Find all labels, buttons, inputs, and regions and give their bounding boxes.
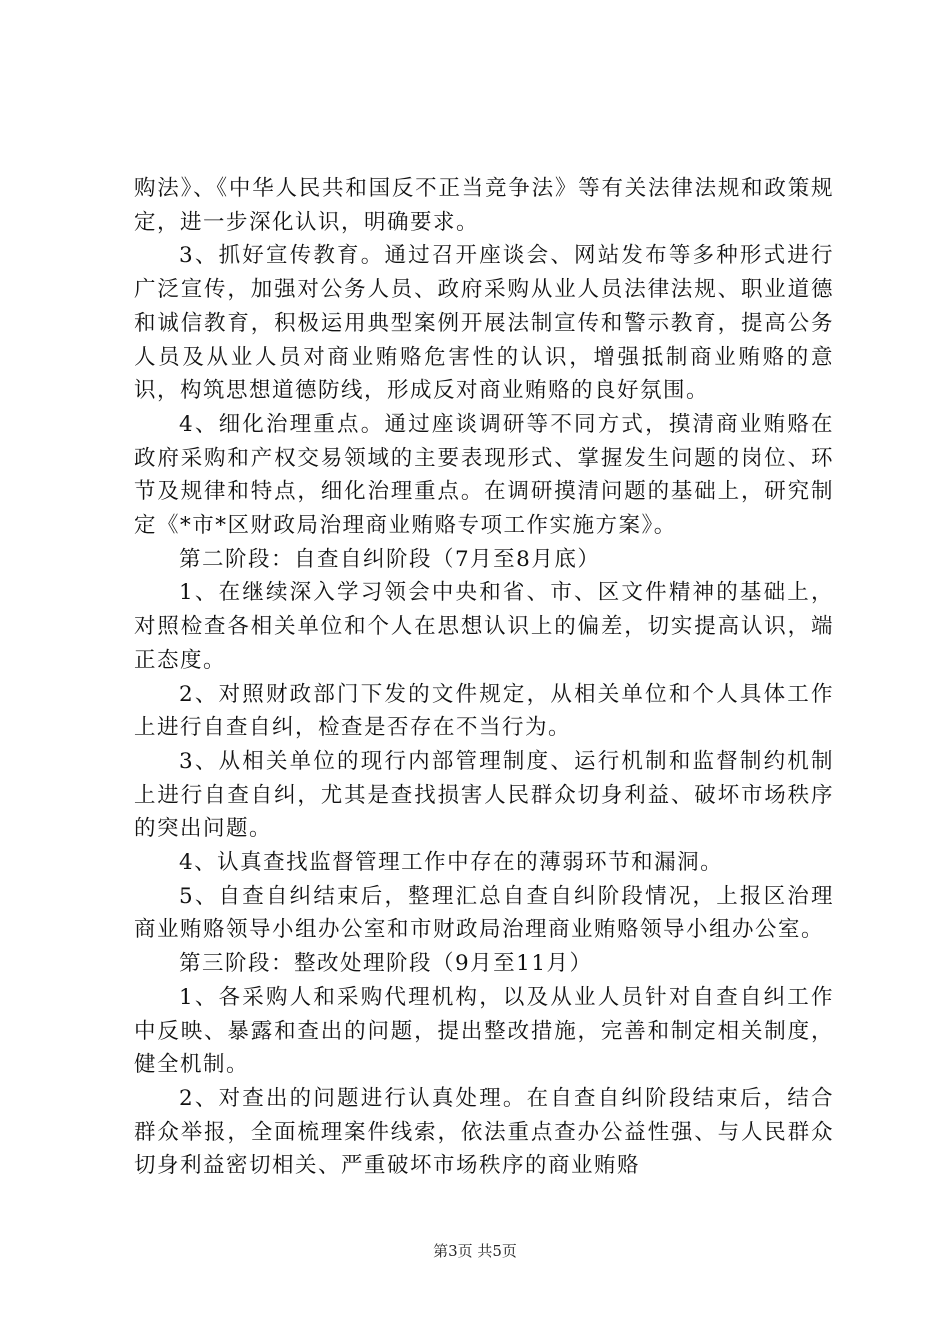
paragraph-stage-two-item-4: 4、认真查找监督管理工作中存在的薄弱环节和漏洞。 bbox=[179, 850, 724, 876]
document-body bbox=[134, 172, 834, 1183]
paragraph-stage-two-item-2: 2、对照财政部门下发的文件规定，从相关单位和个人具体工作上进行自查自纠，检查是否存在不当行为。 bbox=[134, 681, 834, 741]
heading-stage-three: 第三阶段：整改处理阶段（9月至11月） bbox=[179, 951, 593, 977]
paragraph-refine-focus: 4、细化治理重点。通过座谈调研等不同方式，摸清商业贿赂在政府采购和产权交易领域的主要表现形式、掌握发生问题的岗位、环节及规律和特点，细化治理重点。在调研摸清问题的基础上，研究制定《*市*区财政局治理商业贿赂专项工作实施方案》。 bbox=[134, 411, 834, 539]
paragraph-stage-two-item-3: 3、从相关单位的现行内部管理制度、运行机制和监督制约机制上进行自查自纠，尤其是查找损害人民群众切身利益、破坏市场秩序的突出问题。 bbox=[134, 748, 834, 842]
heading-stage-two: 第二阶段：自查自纠阶段（7月至8月底） bbox=[179, 546, 601, 572]
paragraph-stage-two-item-5: 5、自查自纠结束后，整理汇总自查自纠阶段情况，上报区治理商业贿赂领导小组办公室和市财政局治理商业贿赂领导小组办公室。 bbox=[134, 883, 834, 943]
paragraph-stage-two-item-1: 1、在继续深入学习领会中央和省、市、区文件精神的基础上，对照检查各相关单位和个人在思想认识上的偏差，切实提高认识，端正态度。 bbox=[134, 580, 834, 673]
paragraph-continuation: 购法》、《中华人民共和国反不正当竞争法》等有关法律法规和政策规定，进一步深化认识，明确要求。 bbox=[134, 176, 834, 235]
page-number-footer: 第3页 共5页 bbox=[433, 1242, 517, 1260]
paragraph-publicity-education: 3、抓好宣传教育。通过召开座谈会、网站发布等多种形式进行广泛宣传，加强对公务人员、政府采购从业人员法律法规、职业道德和诚信教育，积极运用典型案例开展法制宣传和警示教育，提高公务人员及从业人员对商业贿赂危害性的认识，增强抵制商业贿赂的意识，构筑思想道德防线，形成反对商业贿赂的良好氛围。 bbox=[134, 243, 834, 404]
paragraph-stage-three-item-2: 2、对查出的问题进行认真处理。在自查自纠阶段结束后，结合群众举报，全面梳理案件线索，依法重点查办公益性强、与人民群众切身利益密切相关、严重破坏市场秩序的商业贿赂 bbox=[134, 1085, 834, 1179]
paragraph-stage-three-item-1: 1、各采购人和采购代理机构，以及从业人员针对自查自纠工作中反映、暴露和查出的问题，提出整改措施，完善和制定相关制度，健全机制。 bbox=[134, 984, 834, 1078]
